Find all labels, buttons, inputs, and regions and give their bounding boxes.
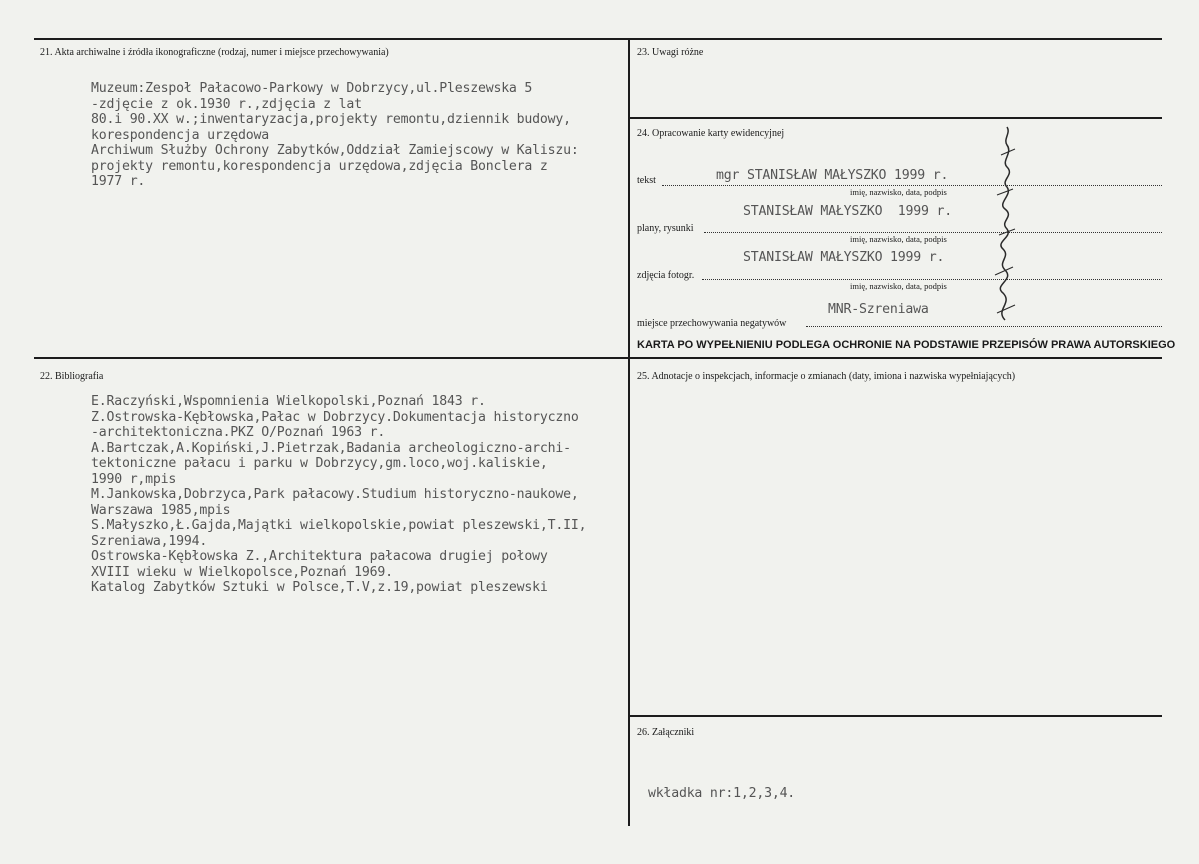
- text-line: Archiwum Służby Ochrony Zabytków,Oddział Zamiejscowy w Kaliszu:: [91, 143, 579, 158]
- text-line: S.Małyszko,Ł.Gajda,Majątki wielkopolskie,powiat pleszewski,T.II,: [91, 518, 587, 533]
- text-line: korespondencja urzędowa: [91, 127, 270, 143]
- row-negatywy-label: miejsce przechowywania negatywów: [637, 318, 787, 329]
- text-line: Katalog Zabytków Sztuki w Polsce,T.V,z.19,powiat pleszewski: [91, 580, 548, 595]
- text-line: E.Raczyński,Wspomnienia Wielkopolski,Poznań 1843 r.: [91, 394, 486, 409]
- section-26-value: wkładka nr:1,2,3,4.: [648, 786, 796, 801]
- row-plany-caption: imię, nazwisko, data, podpis: [850, 234, 947, 244]
- row-plany-dots: [704, 232, 1162, 233]
- section-25-label: 25. Adnotacje o inspekcjach, informacje o zmianach (daty, imiona i nazwiska wypełniających): [637, 371, 1016, 382]
- rule-23-24: [629, 117, 1162, 119]
- text-line: Muzeum:Zespoł Pałacowo-Parkowy w Dobrzycy,ul.Pleszewska 5: [91, 81, 533, 96]
- text-line: A.Bartczak,A.Kopiński,J.Pietrzak,Badania archeologiczno-archi-: [91, 440, 571, 456]
- row-negatywy-value: MNR-Szreniawa: [828, 302, 929, 317]
- row-zdjecia-label: zdjęcia fotogr.: [637, 270, 695, 281]
- vertical-divider: [628, 38, 630, 826]
- section-26-label: 26. Załączniki: [637, 727, 695, 738]
- text-line: Szreniawa,1994.: [91, 533, 208, 549]
- row-tekst-value: mgr STANISŁAW MAŁYSZKO 1999 r.: [716, 168, 949, 183]
- handwritten-signature: [985, 125, 1025, 325]
- text-line: XVIII wieku w Wielkopolsce,Poznań 1969.: [91, 564, 393, 580]
- text-line: M.Jankowska,Dobrzyca,Park pałacowy.Studium historyczno-naukowe,: [91, 487, 579, 502]
- section-24-label: 24. Opracowanie karty ewidencyjnej: [637, 128, 785, 139]
- row-tekst-caption: imię, nazwisko, data, podpis: [850, 187, 947, 197]
- row-negatywy-dots: [806, 326, 1162, 327]
- top-rule: [34, 38, 1162, 40]
- middle-rule: [34, 357, 1162, 359]
- row-zdjecia-dots: [702, 279, 1162, 280]
- text-line: 1990 r,mpis: [91, 471, 177, 487]
- section-23-label: 23. Uwagi różne: [637, 47, 704, 58]
- row-plany-value: STANISŁAW MAŁYSZKO 1999 r.: [743, 204, 952, 219]
- text-line: -zdjęcie z ok.1930 r.,zdjęcia z lat: [91, 96, 362, 112]
- row-zdjecia-caption: imię, nazwisko, data, podpis: [850, 281, 947, 291]
- text-line: projekty remontu,korespondencja urzędowa,zdjęcia Bonclera z: [91, 158, 548, 174]
- section-22-label: 22. Bibliografia: [40, 371, 104, 382]
- row-plany-label: plany, rysunki: [637, 223, 694, 234]
- copyright-notice: KARTA PO WYPEŁNIENIU PODLEGA OCHRONIE NA PODSTAWIE PRZEPISÓW PRAWA AUTORSKIEGO: [637, 339, 1176, 351]
- text-line: Ostrowska-Kębłowska Z.,Architektura pałacowa drugiej połowy: [91, 549, 548, 564]
- text-line: -architektoniczna.PKZ O/Poznań 1963 r.: [91, 425, 386, 440]
- row-tekst-label: tekst: [637, 175, 656, 186]
- text-line: 80.i 90.XX w.;inwentaryzacja,projekty remontu,dziennik budowy,: [91, 112, 571, 127]
- text-line: Warszawa 1985,mpis: [91, 502, 231, 518]
- text-line: Z.Ostrowska-Kębłowska,Pałac w Dobrzycy.Dokumentacja historyczno: [91, 409, 579, 425]
- section-22-text: [91, 394, 586, 596]
- row-tekst-dots: [662, 185, 1162, 186]
- section-21-label: 21. Akta archiwalne i źródła ikonograficzne (rodzaj, numer i miejsce przechowywania): [40, 47, 389, 58]
- row-zdjecia-value: STANISŁAW MAŁYSZKO 1999 r.: [743, 250, 945, 265]
- section-21-text: [91, 81, 579, 190]
- text-line: 1977 r.: [91, 174, 146, 189]
- rule-25-26: [629, 715, 1162, 717]
- text-line: tektoniczne pałacu i parku w Dobrzycy,gm.loco,woj.kaliskie,: [91, 456, 548, 471]
